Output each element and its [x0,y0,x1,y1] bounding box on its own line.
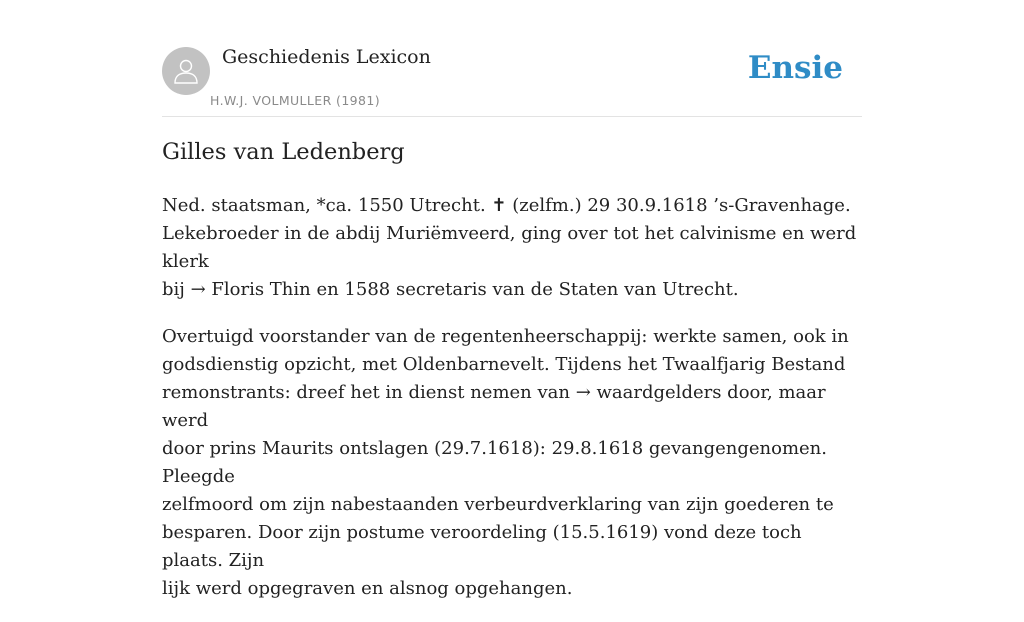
text-line: lijk werd opgegraven en alsnog opgehangen. [162,578,573,599]
text-line: door prins Maurits ontslagen (29.7.1618): 29.8.1618 gevangengenomen. Pleegde [162,438,827,487]
text-line: godsdienstig opzicht, met Oldenbarnevelt. Tijdens het Twaalfjarig Bestand [162,354,846,375]
text-line: Overtuigd voorstander van de regentenheerschappij: werkte samen, ook in [162,326,849,347]
lexicon-title[interactable]: Geschiedenis Lexicon [222,46,431,68]
text-line: Ned. staatsman, *ca. 1550 Utrecht. ✝ (zelfm.) 29 30.9.1618 ’s-Gravenhage. [162,195,851,216]
entry-paragraph-1 [162,192,862,304]
avatar[interactable] [162,47,210,95]
entry-title: Gilles van Ledenberg [162,139,405,165]
text-line: zelfmoord om zijn nabestaanden verbeurdverklaring van zijn goederen te [162,494,834,515]
user-icon [171,56,201,86]
entry-body [162,192,862,622]
text-line: besparen. Door zijn postume veroordeling (15.5.1619) vond deze toch plaats. Zijn [162,522,802,571]
header [162,40,862,117]
author-attribution[interactable]: H.W.J. VOLMULLER (1981) [210,93,381,108]
text-line: bij → Floris Thin en 1588 secretaris van de Staten van Utrecht. [162,279,739,300]
text-line: Lekebroeder in de abdij Muriëmveerd, ging over tot het calvinisme en werd klerk [162,223,857,272]
entry-paragraph-2 [162,323,862,603]
brand-logo[interactable]: Ensie [747,50,843,86]
text-line: remonstrants: dreef het in dienst nemen van → waardgelders door, maar werd [162,382,826,431]
